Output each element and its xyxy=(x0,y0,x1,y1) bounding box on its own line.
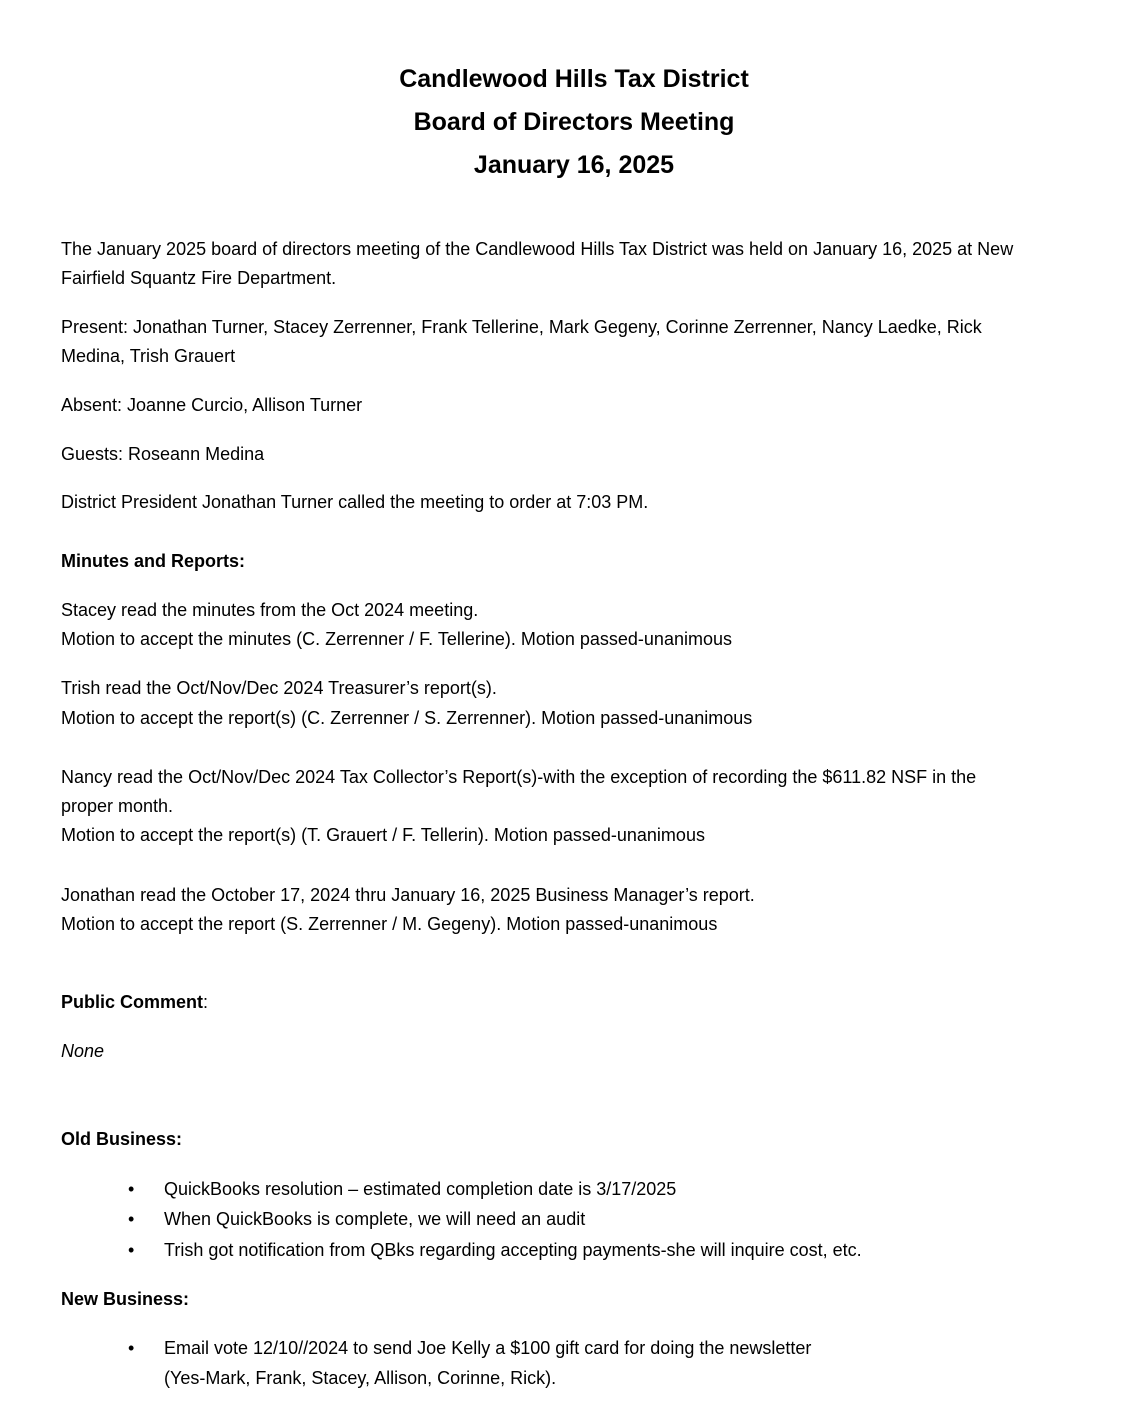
bullet-glyph: • xyxy=(128,1209,135,1229)
intro-paragraph-line-1: The January 2025 board of directors meeting of the Candlewood Hills Tax District was held on January 16, 2025 at New xyxy=(61,239,1014,259)
business-manager-line-1: Jonathan read the October 17, 2024 thru January 16, 2025 Business Manager’s report. xyxy=(61,885,755,905)
bullet-glyph: • xyxy=(128,1240,135,1260)
minutes-line-1: Stacey read the minutes from the Oct 2024 meeting. xyxy=(61,600,479,620)
intro-paragraph-line-2: Fairfield Squantz Fire Department. xyxy=(61,268,337,288)
new-business-item-line-1: Email vote 12/10//2024 to send Joe Kelly a $100 gift card for doing the newsletter xyxy=(164,1338,812,1358)
old-business-item: QuickBooks resolution – estimated completion date is 3/17/2025 xyxy=(164,1179,677,1199)
tax-collector-line-1: Nancy read the Oct/Nov/Dec 2024 Tax Collector’s Report(s)-with the exception of recording the $611.82 NSF in the xyxy=(61,767,977,787)
public-comment-heading xyxy=(61,991,208,1013)
business-manager-line-2: Motion to accept the report (S. Zerrenner / M. Gegeny). Motion passed-unanimous xyxy=(61,914,718,934)
old-business-heading: Old Business: xyxy=(61,1129,183,1149)
title-date: January 16, 2025 xyxy=(473,151,675,179)
new-business-heading: New Business: xyxy=(61,1289,190,1309)
title-meeting: Board of Directors Meeting xyxy=(413,108,735,136)
old-business-item: Trish got notification from QBks regarding accepting payments-she will inquire cost, etc. xyxy=(164,1240,862,1260)
minutes-reports-heading: Minutes and Reports: xyxy=(61,551,246,571)
call-to-order-line: District President Jonathan Turner called the meeting to order at 7:03 PM. xyxy=(61,492,649,512)
old-business-item: When QuickBooks is complete, we will need an audit xyxy=(164,1209,586,1229)
guests-line: Guests: Roseann Medina xyxy=(61,444,265,464)
title-district: Candlewood Hills Tax District xyxy=(399,65,749,93)
new-business-item-line-2: (Yes-Mark, Frank, Stacey, Allison, Corinne, Rick). xyxy=(164,1368,557,1388)
present-line-2: Medina, Trish Grauert xyxy=(61,346,236,366)
bullet-glyph: • xyxy=(128,1179,135,1199)
bullet-glyph: • xyxy=(128,1338,135,1358)
treasurer-line-2: Motion to accept the report(s) (C. Zerrenner / S. Zerrenner). Motion passed-unanimous xyxy=(61,708,753,728)
tax-collector-line-3: Motion to accept the report(s) (T. Grauert / F. Tellerin). Motion passed-unanimous xyxy=(61,825,705,845)
document-title xyxy=(0,58,1148,187)
tax-collector-line-2: proper month. xyxy=(61,796,174,816)
treasurer-line-1: Trish read the Oct/Nov/Dec 2024 Treasurer’s report(s). xyxy=(61,678,497,698)
minutes-line-2: Motion to accept the minutes (C. Zerrenner / F. Tellerine). Motion passed-unanimous xyxy=(61,629,732,649)
public-comment-body: None xyxy=(61,1041,105,1061)
present-line-1: Present: Jonathan Turner, Stacey Zerrenner, Frank Tellerine, Mark Gegeny, Corinne Zerrenner, Nancy Laedke, Rick xyxy=(61,317,982,337)
public-comment-colon: : xyxy=(203,992,209,1012)
absent-line: Absent: Joanne Curcio, Allison Turner xyxy=(61,395,363,415)
public-comment-label: Public Comment xyxy=(61,992,204,1012)
